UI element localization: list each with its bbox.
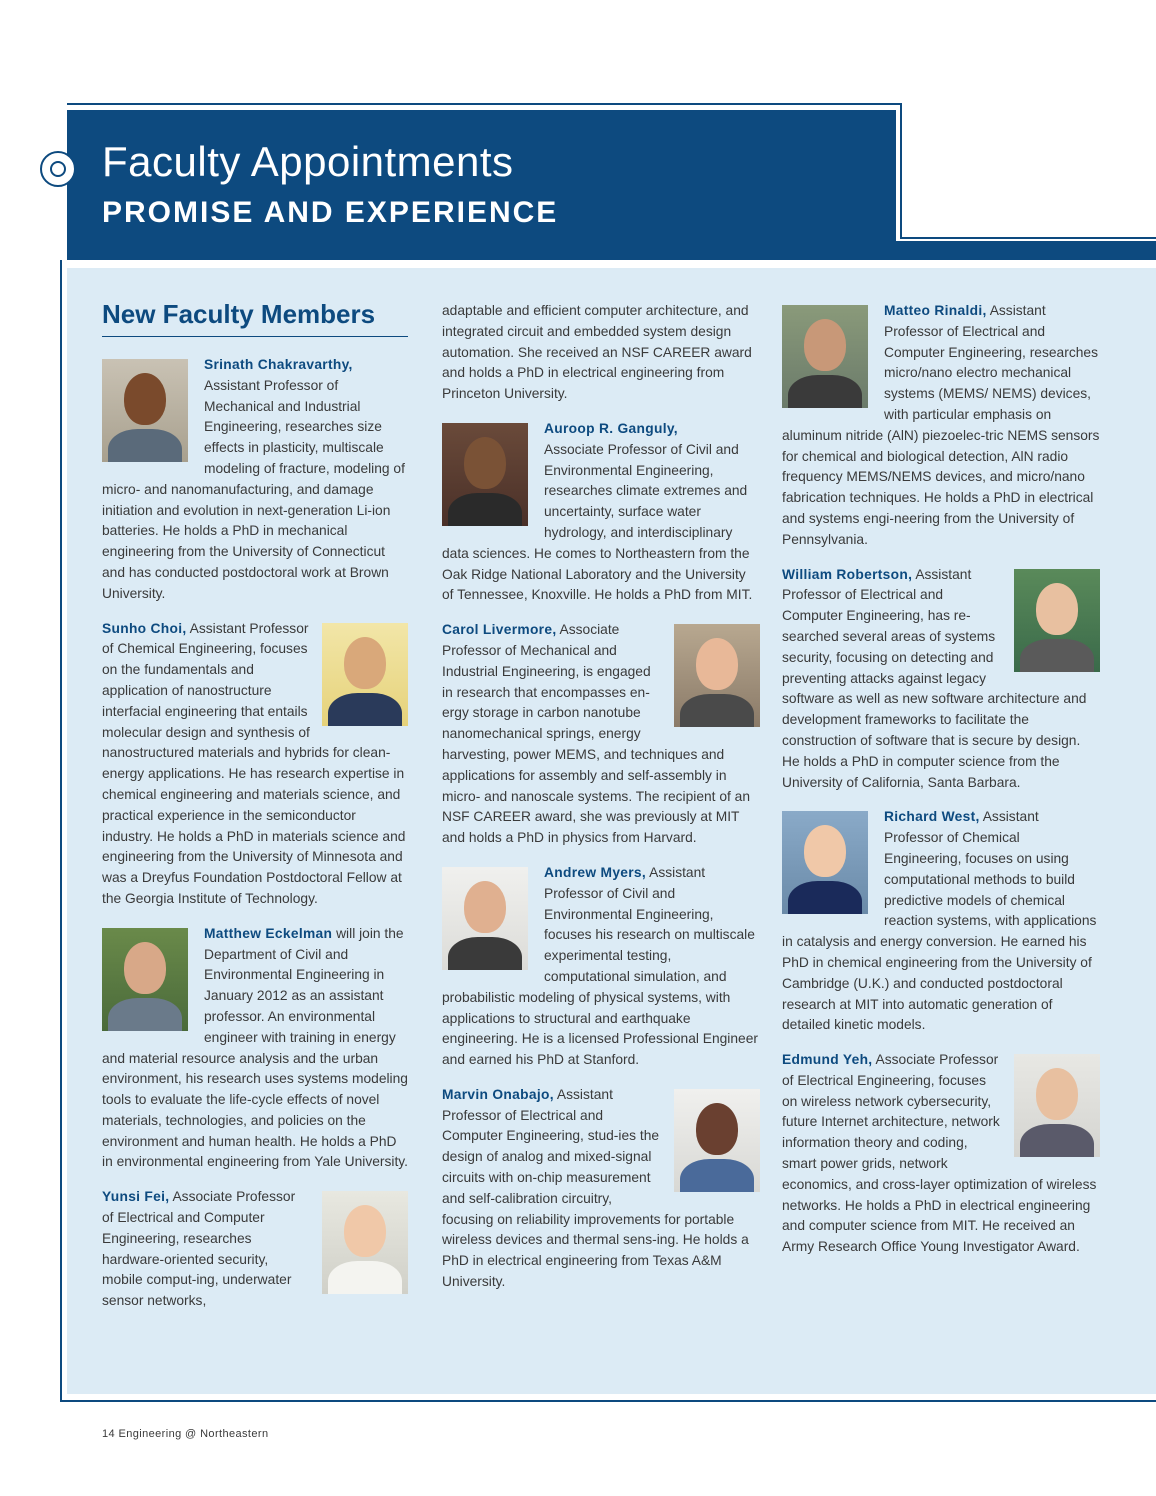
faculty-name: Yunsi Fei, — [102, 1189, 170, 1205]
faculty-entry-marvin — [442, 1085, 760, 1293]
faculty-bio-continued: adaptable and efficient computer architecture, and integrated circuit and embedded system design automation. She received an NSF CAREER award and holds a PhD in electrical engineering from Princeton University. — [442, 303, 752, 402]
photo-srinath-chakravarthy — [102, 359, 188, 462]
photo-yunsi-fei — [322, 1191, 408, 1294]
faculty-name: Marvin Onabajo, — [442, 1086, 554, 1102]
page-subtitle: PROMISE AND EXPERIENCE — [102, 196, 559, 229]
section-title: New Faculty Members — [102, 296, 408, 337]
photo-marvin-onabajo — [674, 1089, 760, 1192]
faculty-name: Andrew Myers, — [544, 864, 647, 880]
faculty-name: Matthew Eckelman — [204, 925, 333, 941]
faculty-bio: Assistant Professor of Electrical and Computer Engineering, has re-searched several areas of systems security, focusing on detecting and preventing attacks against legacy software as well as new software architecture and development frameworks to facilitate the construction of software that is secure by design. He holds a PhD in computer science from the University of California, Santa Barbara. — [782, 566, 1087, 790]
faculty-entry-sunho — [102, 619, 408, 910]
faculty-bio: Assistant Professor of Electrical and Computer Engineering, researches micro/nano electro mechanical systems (MEMS/ NEMS) devices, with particular emphasis on aluminum nitride (AlN) piezoelec-tric NEMS sensors for chemical and biological detection, AlN radio frequency MEMS/NEMS devices, and micro/nano fabrication techniques. He holds a PhD in electrical and systems engi-neering from the University of Pennsylvania. — [782, 303, 1100, 547]
column-2 — [442, 301, 760, 1307]
faculty-bio: Associate Professor of Civil and Environmental Engineering, researches climate extremes and uncertainty, surface water hydrology, and interdisciplinary data sciences. He comes to Northeastern from the Oak Ridge National Laboratory and the University of Tennessee, Knoxville. He holds a PhD from MIT. — [442, 441, 753, 603]
faculty-name: Matteo Rinaldi, — [884, 303, 987, 318]
faculty-entry-william — [782, 565, 1100, 794]
photo-edmund-yeh — [1014, 1054, 1100, 1157]
faculty-bio: Assistant Professor of Mechanical and Industrial Engineering, researches size effects in plasticity, multiscale modeling of fracture, modeling of micro- and nanomanufacturing, and damage initiation and evolution in next-generation Li-ion batteries. He holds a PhD in mechanical engineering from the University of Connecticut and has conducted postdoctoral work at Brown University. — [102, 377, 405, 601]
frame-right-rule — [900, 103, 902, 239]
faculty-entry-srinath — [102, 355, 408, 605]
faculty-entry-matteo — [782, 301, 1100, 551]
faculty-entry-yunsi — [102, 1187, 408, 1312]
faculty-entry-carol — [442, 620, 760, 849]
frame-horizontal-rule — [900, 237, 1156, 239]
faculty-name: Sunho Choi, — [102, 620, 187, 636]
photo-auroop-ganguly — [442, 423, 528, 526]
target-circle-icon — [40, 151, 76, 187]
faculty-name: Carol Livermore, — [442, 622, 557, 638]
photo-matthew-eckelman — [102, 928, 188, 1031]
faculty-name: Auroop R. Ganguly, — [544, 420, 678, 436]
faculty-bio: Associate Professor of Electrical Engineering, focuses on wireless network cybersecurity, future Internet architecture, network information theory and coding, smart power grids, network economics, and cross-layer optimization of wireless networks. He holds a PhD in electrical engineering and computer science from MIT. He received an Army Research Office Young Investigator Award. — [782, 1052, 1097, 1255]
frame-left-rule — [60, 260, 62, 1402]
photo-carol-livermore — [674, 624, 760, 727]
faculty-bio: Assistant Professor of Chemical Engineering, focuses on the fundamentals and application of nanostructure interfacial engineering that entails molecular design and synthesis of nanostructured materials and hybrids for clean-energy applications. He has research expertise in chemical engineering and materials science, and practical experience in the semiconductor industry. He holds a PhD in materials science and engineering from the University of Minnesota and was a Dreyfus Foundation Postdoctoral Fellow at the Georgia Institute of Technology. — [102, 620, 406, 906]
photo-matteo-rinaldi — [782, 305, 868, 408]
faculty-name: Srinath Chakravarthy, — [204, 357, 353, 372]
faculty-bio: Associate Professor of Electrical and Computer Engineering, researches hardware-oriented security, mobile comput-ing, underwater sensor networks, — [102, 1189, 296, 1309]
page-header — [67, 110, 896, 260]
photo-william-robertson — [1014, 569, 1100, 672]
faculty-name: Edmund Yeh, — [782, 1052, 873, 1068]
faculty-entry-andrew — [442, 863, 760, 1071]
faculty-entry-yunsi-continued — [442, 301, 760, 405]
column-1 — [102, 296, 408, 1326]
faculty-bio: Assistant Professor of Electrical and Computer Engineering, stud-ies the design of analog and mixed-signal circuits with on-chip measurement and self-calibration circuitry, focusing on reliability improvements for portable wireless devices and thermal sens-ing. He holds a PhD in electrical engineering from Texas A&M University. — [442, 1086, 749, 1290]
faculty-bio: will join the Department of Civil and Environmental Engineering in January 2012 as an assistant professor. An environmental engineer with training in energy and material resource analysis and the urban environment, his research uses systems modeling tools to evaluate the life-cycle effects of novel materials, technologies, and policies on the environment and human health. He holds a PhD in environmental engineering from Yale University. — [102, 925, 408, 1170]
target-circle-inner — [50, 161, 66, 177]
page-title: Faculty Appointments — [102, 138, 514, 185]
faculty-entry-matthew — [102, 924, 408, 1174]
column-3 — [782, 301, 1100, 1272]
faculty-name: Richard West, — [884, 809, 980, 825]
page-footer: 14 Engineering @ Northeastern — [102, 1428, 269, 1440]
frame-top-rule — [67, 103, 902, 105]
faculty-entry-richard — [782, 807, 1100, 1036]
faculty-bio: Assistant Professor of Civil and Environmental Engineering, focuses his research on multiscale experimental testing, computational simulation, and probabilistic modeling of physical systems, with applications to structural and earthquake engineering. He is a licensed Professional Engineer and earned his PhD at Stanford. — [442, 864, 758, 1068]
faculty-bio: Associate Professor of Mechanical and Industrial Engineering, is engaged in research that encompasses en-ergy storage in carbon nanotube nanomechanical springs, energy harvesting, power MEMS, and techniques and applications for assembly and self-assembly in micro- and nanoscale systems. The recipient of an NSF CAREER award, she was previously at MIT and holds a PhD in physics from Harvard. — [442, 622, 751, 846]
faculty-name: William Robertson, — [782, 566, 913, 582]
photo-richard-west — [782, 811, 868, 914]
faculty-entry-auroop — [442, 419, 760, 606]
faculty-bio: Assistant Professor of Chemical Engineering, focuses on using computational methods to build predictive models of chemical reaction systems, with applications in catalysis and energy conversion. He earned his PhD in chemical engineering from the University of Cambridge (U.K.) and conducted postdoctoral research at MIT into automatic generation of detailed kinetic models. — [782, 809, 1097, 1033]
photo-sunho-choi — [322, 623, 408, 726]
faculty-entry-edmund — [782, 1050, 1100, 1258]
header-extension — [896, 241, 1156, 260]
photo-andrew-myers — [442, 867, 528, 970]
frame-bottom-rule — [60, 1400, 1156, 1402]
